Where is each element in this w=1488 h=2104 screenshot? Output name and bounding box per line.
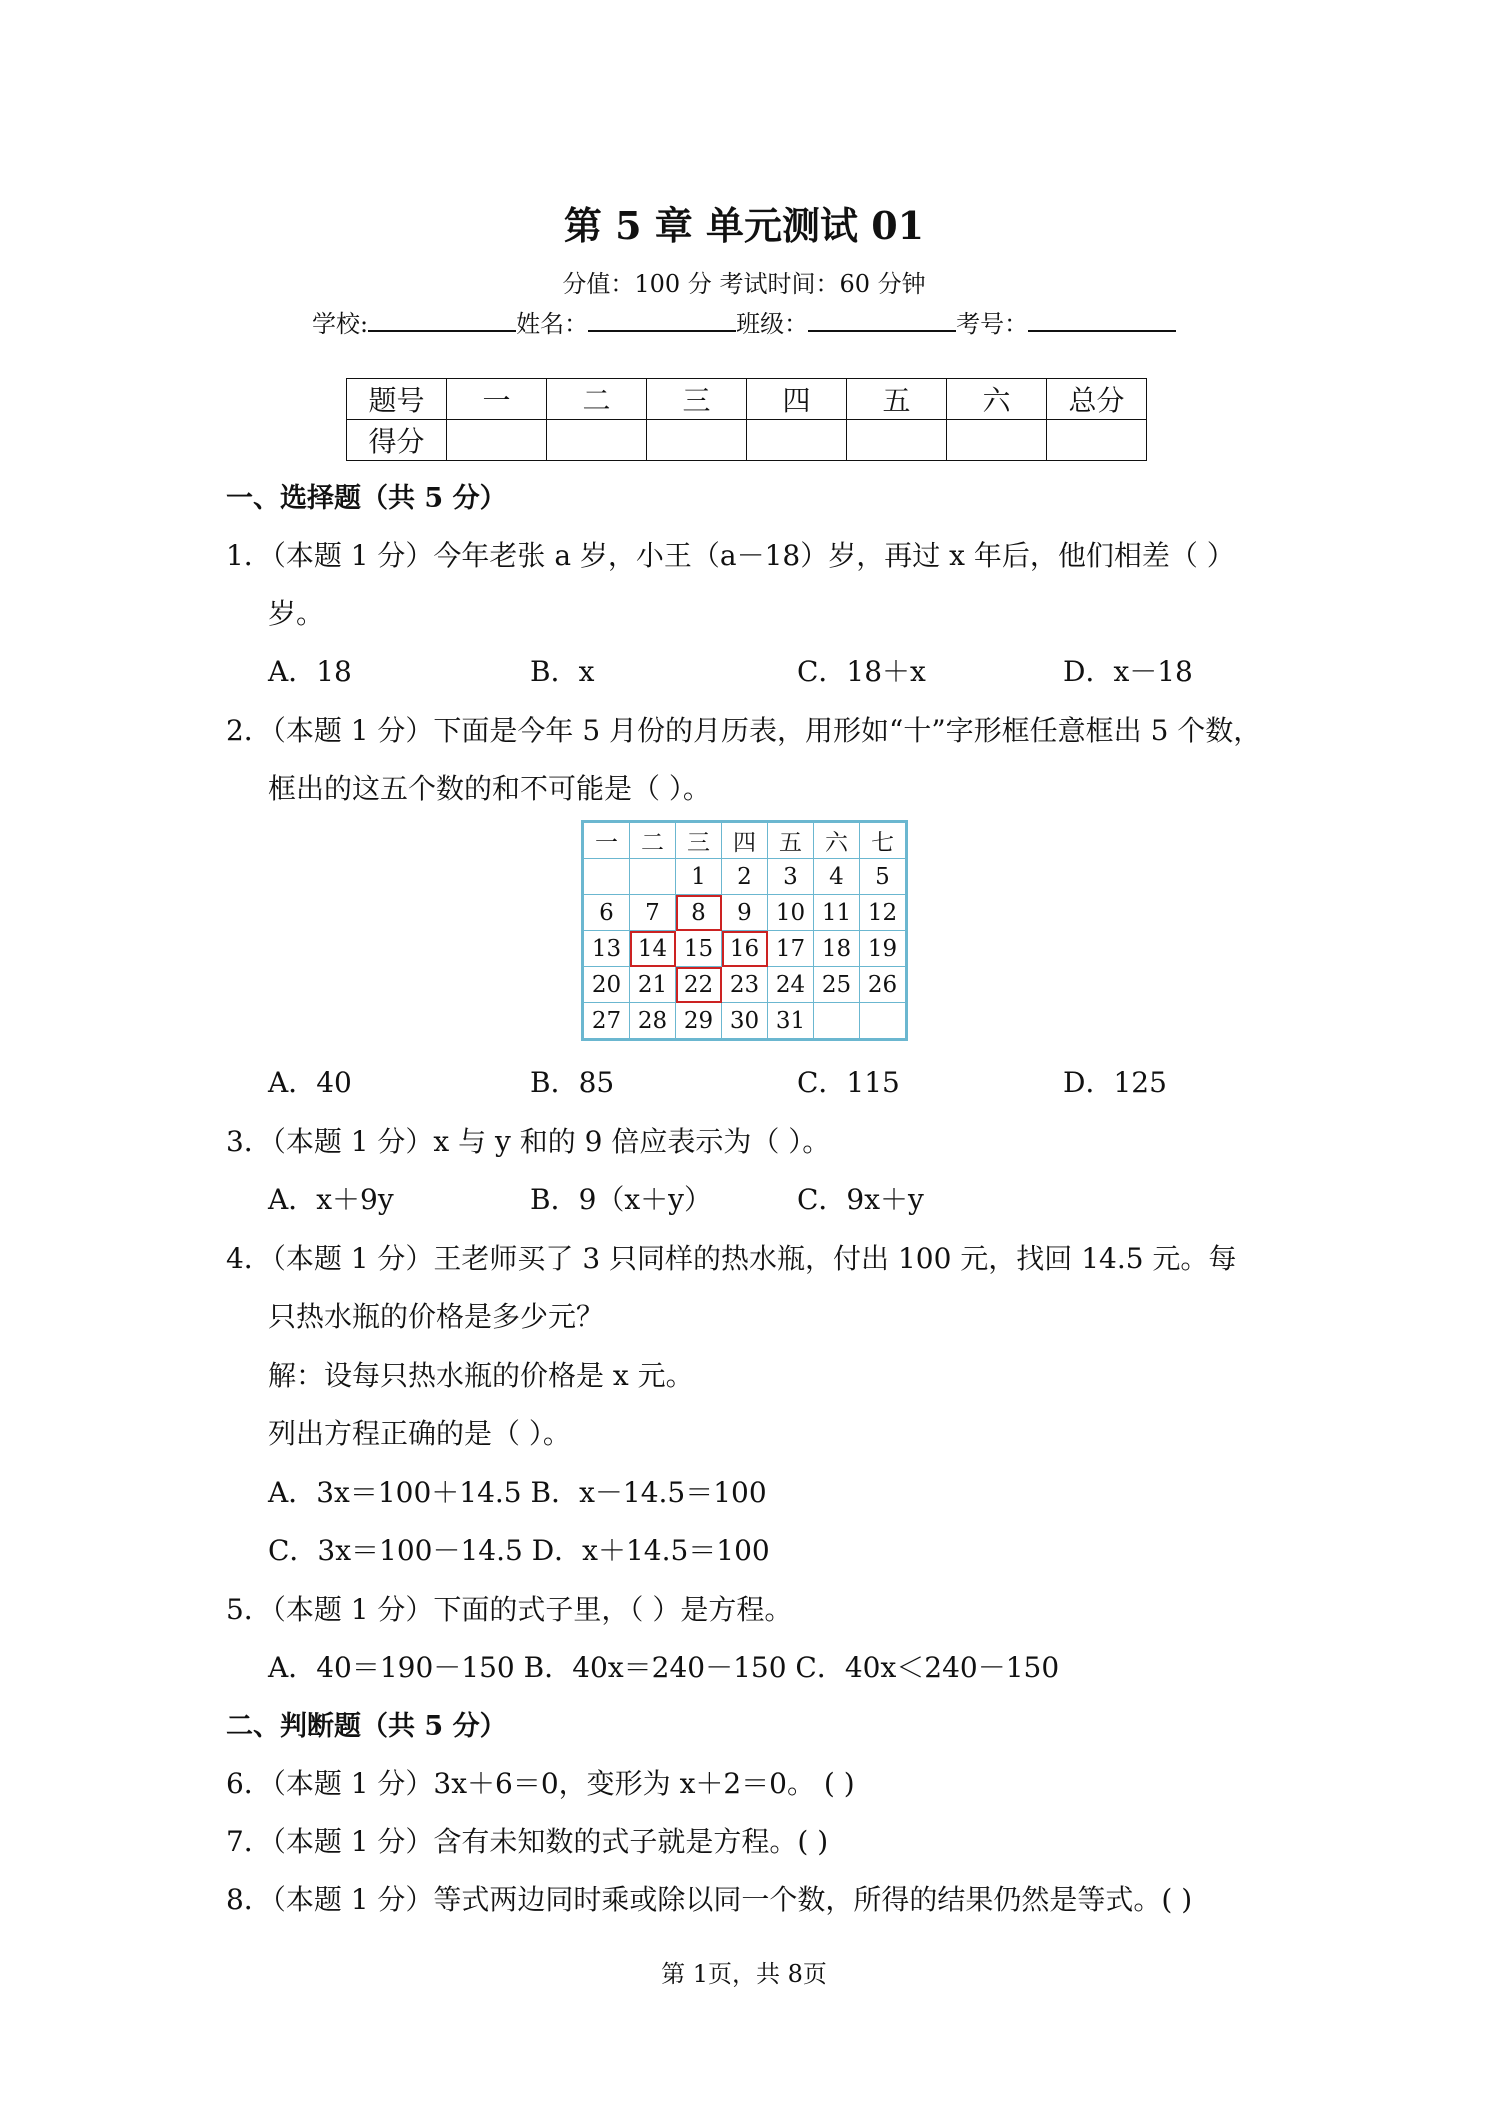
calendar-day: 6 bbox=[584, 895, 630, 931]
score-table-score-row bbox=[347, 420, 1147, 461]
q4-options-row-1[interactable]: A．3x＝100＋14.5 B．x－14.5＝100 bbox=[268, 1476, 767, 1509]
section-heading-choice: 一、选择题（共 5 分） bbox=[226, 483, 507, 514]
calendar-day: 23 bbox=[722, 967, 768, 1003]
score-cell[interactable] bbox=[647, 420, 747, 461]
q2-option-b[interactable]: B．85 bbox=[530, 1066, 615, 1099]
class-label: 班级： bbox=[736, 310, 809, 338]
calendar-day-highlighted: 8 bbox=[676, 895, 722, 931]
calendar-day: 28 bbox=[630, 1003, 676, 1039]
calendar-day-highlighted: 22 bbox=[676, 967, 722, 1003]
question-1-text: 1．（本题 1 分）今年老张 a 岁，小王（a－18）岁，再过 x 年后，他们相差（ ） bbox=[226, 539, 1235, 572]
q2-option-a[interactable]: A．40 bbox=[268, 1066, 352, 1099]
score-table-header-row bbox=[347, 379, 1147, 420]
calendar-day: 26 bbox=[860, 967, 906, 1003]
calendar-day: 4 bbox=[814, 859, 860, 895]
calendar-day: 24 bbox=[768, 967, 814, 1003]
calendar-day: 30 bbox=[722, 1003, 768, 1039]
calendar-day: 21 bbox=[630, 967, 676, 1003]
school-blank[interactable] bbox=[368, 308, 516, 332]
score-cell[interactable] bbox=[1047, 420, 1147, 461]
calendar-day: 2 bbox=[722, 859, 768, 895]
q3-option-b[interactable]: B．9（x＋y） bbox=[530, 1183, 713, 1216]
may-calendar bbox=[581, 820, 908, 1041]
calendar-row bbox=[584, 1003, 906, 1039]
q1-option-c[interactable]: C．18＋x bbox=[797, 655, 926, 688]
calendar-day: 5 bbox=[860, 859, 906, 895]
calendar-weekday: 二 bbox=[630, 823, 676, 859]
q3-option-c[interactable]: C．9x＋y bbox=[797, 1183, 924, 1216]
calendar-row bbox=[584, 895, 906, 931]
score-table bbox=[346, 378, 1147, 461]
question-5-text: 5．（本题 1 分）下面的式子里，（ ）是方程。 bbox=[226, 1593, 793, 1626]
q3-option-a[interactable]: A．x＋9y bbox=[268, 1183, 394, 1216]
q5-options[interactable]: A．40＝190－150 B．40x＝240－150 C．40x＜240－150 bbox=[268, 1651, 1060, 1684]
score-cell[interactable] bbox=[947, 420, 1047, 461]
name-label: 姓名： bbox=[516, 310, 589, 338]
student-info-fields bbox=[312, 304, 1176, 339]
calendar-day: 25 bbox=[814, 967, 860, 1003]
score-cell[interactable] bbox=[847, 420, 947, 461]
calendar-day bbox=[630, 859, 676, 895]
score-header-cell: 五 bbox=[847, 379, 947, 420]
calendar-day: 17 bbox=[768, 931, 814, 967]
q2-option-d[interactable]: D．125 bbox=[1063, 1066, 1167, 1099]
score-header-cell: 四 bbox=[747, 379, 847, 420]
page-footer: 第 1页，共 8页 bbox=[661, 1960, 827, 1988]
calendar-day: 29 bbox=[676, 1003, 722, 1039]
question-2-text-cont: 框出的这五个数的和不可能是（ ）。 bbox=[268, 772, 711, 805]
calendar-day bbox=[814, 1003, 860, 1039]
question-4-text: 4．（本题 1 分）王老师买了 3 只同样的热水瓶，付出 100 元，找回 14.5 元。每 bbox=[226, 1242, 1237, 1275]
calendar-header-row bbox=[584, 823, 906, 859]
q2-option-c[interactable]: C．115 bbox=[797, 1066, 900, 1099]
exam-number-blank[interactable] bbox=[1028, 308, 1176, 332]
score-row-label: 得分 bbox=[347, 420, 447, 461]
q4-options-row-2[interactable]: C．3x＝100－14.5 D．x＋14.5＝100 bbox=[268, 1534, 770, 1567]
calendar-day: 20 bbox=[584, 967, 630, 1003]
calendar-row bbox=[584, 967, 906, 1003]
question-8-text: 8．（本题 1 分）等式两边同时乘或除以同一个数，所得的结果仍然是等式。( ) bbox=[226, 1883, 1193, 1916]
question-2-text: 2．（本题 1 分）下面是今年 5 月份的月历表，用形如“十”字形框任意框出 5 个数， bbox=[226, 714, 1262, 747]
calendar-day: 27 bbox=[584, 1003, 630, 1039]
q1-option-a[interactable]: A．18 bbox=[268, 655, 352, 688]
calendar-day: 3 bbox=[768, 859, 814, 895]
score-header-cell: 二 bbox=[547, 379, 647, 420]
calendar-day: 1 bbox=[676, 859, 722, 895]
calendar-weekday: 四 bbox=[722, 823, 768, 859]
question-4-text-cont: 只热水瓶的价格是多少元？ bbox=[268, 1300, 605, 1333]
section-heading-judgement: 二、判断题（共 5 分） bbox=[226, 1711, 507, 1742]
class-blank[interactable] bbox=[808, 308, 956, 332]
calendar-day: 15 bbox=[676, 931, 722, 967]
calendar-day: 9 bbox=[722, 895, 768, 931]
question-3-text: 3．（本题 1 分）x 与 y 和的 9 倍应表示为（ ）。 bbox=[226, 1125, 831, 1158]
calendar-weekday: 三 bbox=[676, 823, 722, 859]
page-title: 第 5 章 单元测试 01 bbox=[563, 203, 925, 248]
calendar-row bbox=[584, 859, 906, 895]
calendar-day: 10 bbox=[768, 895, 814, 931]
calendar-day: 11 bbox=[814, 895, 860, 931]
calendar-day: 19 bbox=[860, 931, 906, 967]
name-blank[interactable] bbox=[588, 308, 736, 332]
calendar-day-highlighted: 16 bbox=[722, 931, 768, 967]
school-label: 学校: bbox=[312, 310, 369, 338]
score-header-cell: 三 bbox=[647, 379, 747, 420]
score-header-cell: 一 bbox=[447, 379, 547, 420]
score-cell[interactable] bbox=[747, 420, 847, 461]
score-header-cell: 总分 bbox=[1047, 379, 1147, 420]
exam-number-label: 考号： bbox=[956, 310, 1029, 338]
score-header-cell: 题号 bbox=[347, 379, 447, 420]
question-4-solution: 解：设每只热水瓶的价格是 x 元。 bbox=[268, 1359, 694, 1392]
question-1-text-cont: 岁。 bbox=[268, 597, 325, 630]
calendar-day: 13 bbox=[584, 931, 630, 967]
exam-meta: 分值：100 分 考试时间：60 分钟 bbox=[562, 270, 926, 298]
calendar-day bbox=[584, 859, 630, 895]
calendar-day: 7 bbox=[630, 895, 676, 931]
score-header-cell: 六 bbox=[947, 379, 1047, 420]
question-6-text: 6．（本题 1 分）3x＋6＝0，变形为 x＋2＝0。 ( ) bbox=[226, 1767, 855, 1800]
calendar-row bbox=[584, 931, 906, 967]
question-4-prompt: 列出方程正确的是（ ）。 bbox=[268, 1417, 571, 1450]
calendar-day-highlighted: 14 bbox=[630, 931, 676, 967]
calendar-weekday: 六 bbox=[814, 823, 860, 859]
calendar-day: 18 bbox=[814, 931, 860, 967]
calendar-day bbox=[860, 1003, 906, 1039]
calendar-weekday: 七 bbox=[860, 823, 906, 859]
score-cell[interactable] bbox=[547, 420, 647, 461]
calendar-day: 12 bbox=[860, 895, 906, 931]
calendar-weekday: 五 bbox=[768, 823, 814, 859]
calendar-day: 31 bbox=[768, 1003, 814, 1039]
question-7-text: 7．（本题 1 分）含有未知数的式子就是方程。( ) bbox=[226, 1825, 829, 1858]
score-cell[interactable] bbox=[447, 420, 547, 461]
q1-option-b[interactable]: B．x bbox=[530, 655, 595, 688]
q1-option-d[interactable]: D．x－18 bbox=[1063, 655, 1193, 688]
calendar-weekday: 一 bbox=[584, 823, 630, 859]
